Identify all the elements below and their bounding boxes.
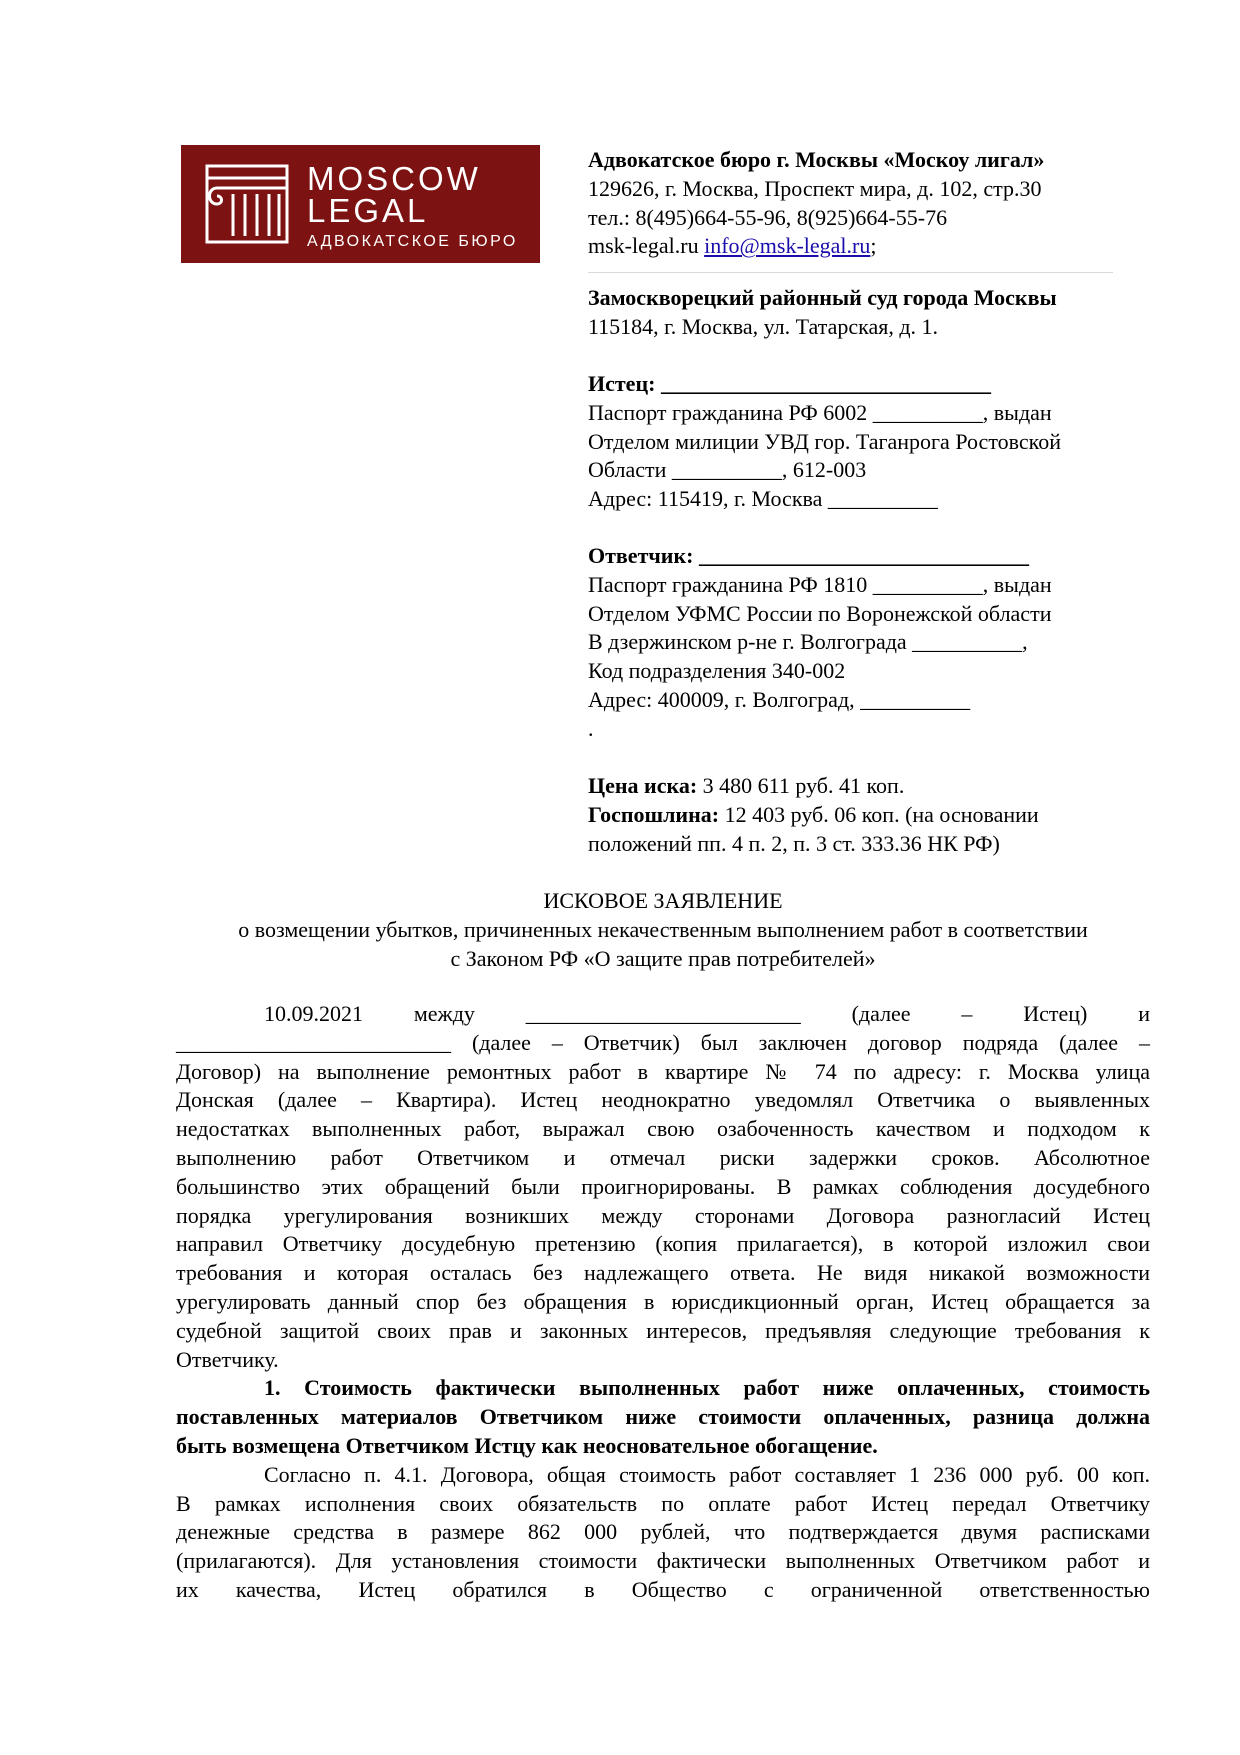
firm-email-link[interactable]: info@msk-legal.ru [704, 233, 871, 259]
state-fee [588, 801, 1148, 830]
body-line: Ответчику. [176, 1346, 279, 1372]
plaintiff-label: Истец: [588, 371, 656, 396]
body-line: недостатках выполненных работ, выражал свою озабоченность качеством и подходом к [176, 1116, 1150, 1142]
firm-logo [181, 145, 540, 263]
state-fee-label: Госпошлина: [588, 801, 720, 827]
firm-phones: тел.: 8(495)664-55-96, 8(925)664-55-76 [588, 204, 948, 230]
point-heading-line: поставленных материалов Ответчиком ниже стоимости оплаченных, разница должна [176, 1404, 1150, 1430]
body-line: урегулировать данный спор без обращения в юрисдикционный орган, Истец обращается за [176, 1288, 1150, 1314]
defendant-block [588, 542, 1148, 744]
body-line: их качества, Истец обратился в Общество с ограниченной ответственностью [176, 1576, 1150, 1602]
claim-block [588, 772, 1148, 858]
logo-word-moscow: MOSCOW [307, 160, 481, 197]
defendant-line: Отделом УФМС России по Воронежской области [588, 600, 1052, 626]
body-line: Согласно п. 4.1. Договора, общая стоимость работ составляет 1 236 000 руб. 00 коп. [264, 1461, 1150, 1487]
firm-email-suffix: ; [870, 233, 877, 259]
claim-price [588, 772, 1148, 801]
body-line: направил Ответчику досудебную претензию (копия прилагается), в которой изложил свои [176, 1231, 1150, 1257]
state-fee-basis: положений пп. 4 п. 2, п. 3 ст. 333.36 НК РФ) [588, 830, 1000, 856]
plaintiff-name-blank: ______________________________ [660, 371, 991, 396]
firm-address: 129626, г. Москва, Проспект мира, д. 102, стр.30 [588, 175, 1042, 201]
court-block [588, 284, 1148, 342]
defendant-line: Адрес: 400009, г. Волгоград, __________ [588, 686, 971, 712]
title-heading: ИСКОВОЕ ЗАЯВЛЕНИЕ [543, 888, 783, 913]
document-body [176, 1000, 1150, 1605]
body-line: Договор) на выполнение ремонтных работ в квартире № 74 по адресу: г. Москва улица [176, 1058, 1150, 1084]
body-line: большинство этих обращений были проигнорированы. В рамках соблюдения досудебного [176, 1173, 1150, 1199]
state-fee-value: 12 403 руб. 06 коп. (на основании [719, 801, 1039, 827]
body-line: 10.09.2021 между _________________________ (далее – Истец) и [264, 1001, 1150, 1026]
firm-site: msk-legal.ru [588, 233, 699, 259]
title-subject-line: с Законом РФ «О защите прав потребителей» [450, 945, 876, 971]
defendant-label: Ответчик: [588, 543, 694, 568]
body-line: требования и которая осталась без надлежащего ответа. Не видя никакой возможности [176, 1260, 1150, 1286]
firm-info [588, 146, 1148, 261]
point-heading-line: быть возмещена Ответчиком Истцу как неосновательное обогащение. [176, 1432, 878, 1458]
body-line: судебной защитой своих прав и законных интересов, предъявляя следующие требования к [176, 1317, 1150, 1343]
claim-price-label: Цена иска: [588, 773, 698, 798]
body-line: В рамках исполнения своих обязательств по оплате работ Истец передал Ответчику [176, 1490, 1150, 1516]
greek-column-icon [203, 164, 291, 244]
plaintiff-line: Области __________, 612-003 [588, 457, 867, 483]
court-name: Замоскворецкий районный суд города Москвы [588, 285, 1057, 310]
point-heading-line: 1. Стоимость фактически выполненных работ ниже оплаченных, стоимость [264, 1375, 1150, 1401]
body-line: денежные средства в размере 862 000 рублей, что подтверждается двумя расписками [176, 1519, 1150, 1545]
defendant-line: Код подразделения 340-002 [588, 658, 846, 684]
defendant-name-blank: ______________________________ [698, 543, 1029, 568]
plaintiff-line: Паспорт гражданина РФ 6002 __________, выдан [588, 399, 1052, 425]
body-line: (прилагаются). Для установления стоимости фактически выполненных Ответчиком работ и [176, 1548, 1150, 1574]
defendant-line: Паспорт гражданина РФ 1810 __________, выдан [588, 571, 1052, 597]
plaintiff-line: Отделом милиции УВД гор. Таганрога Ростовской [588, 428, 1062, 454]
defendant-heading [588, 542, 1148, 571]
logo-word-legal: LEGAL [307, 192, 429, 229]
document-title [176, 887, 1150, 973]
header-divider [588, 272, 1113, 273]
firm-name: Адвокатское бюро г. Москвы «Москоу лигал» [588, 147, 1045, 172]
body-line: _________________________ (далее – Ответчик) был заключен договор подряда (далее – [176, 1029, 1150, 1055]
defendant-line: . [588, 715, 594, 741]
defendant-line: В дзержинском р-не г. Волгограда __________, [588, 629, 1028, 655]
plaintiff-heading [588, 370, 1148, 399]
firm-contacts [588, 232, 1148, 261]
body-line: порядка урегулирования возникших между сторонами Договора разногласий Истец [176, 1202, 1150, 1228]
plaintiff-block [588, 370, 1148, 514]
claim-price-value: 3 480 611 руб. 41 коп. [697, 773, 905, 798]
logo-subtitle: АДВОКАТСКОЕ БЮРО [307, 233, 518, 250]
body-line: выполнению работ Ответчиком и отмечал риски задержки сроков. Абсолютное [176, 1144, 1150, 1170]
court-address: 115184, г. Москва, ул. Татарская, д. 1. [588, 313, 939, 339]
plaintiff-line: Адрес: 115419, г. Москва __________ [588, 486, 938, 512]
title-subject-line: о возмещении убытков, причиненных некачественным выполнением работ в соответствии [238, 916, 1088, 942]
body-line: Донская (далее – Квартира). Истец неоднократно уведомлял Ответчика о выявленных [176, 1087, 1150, 1113]
